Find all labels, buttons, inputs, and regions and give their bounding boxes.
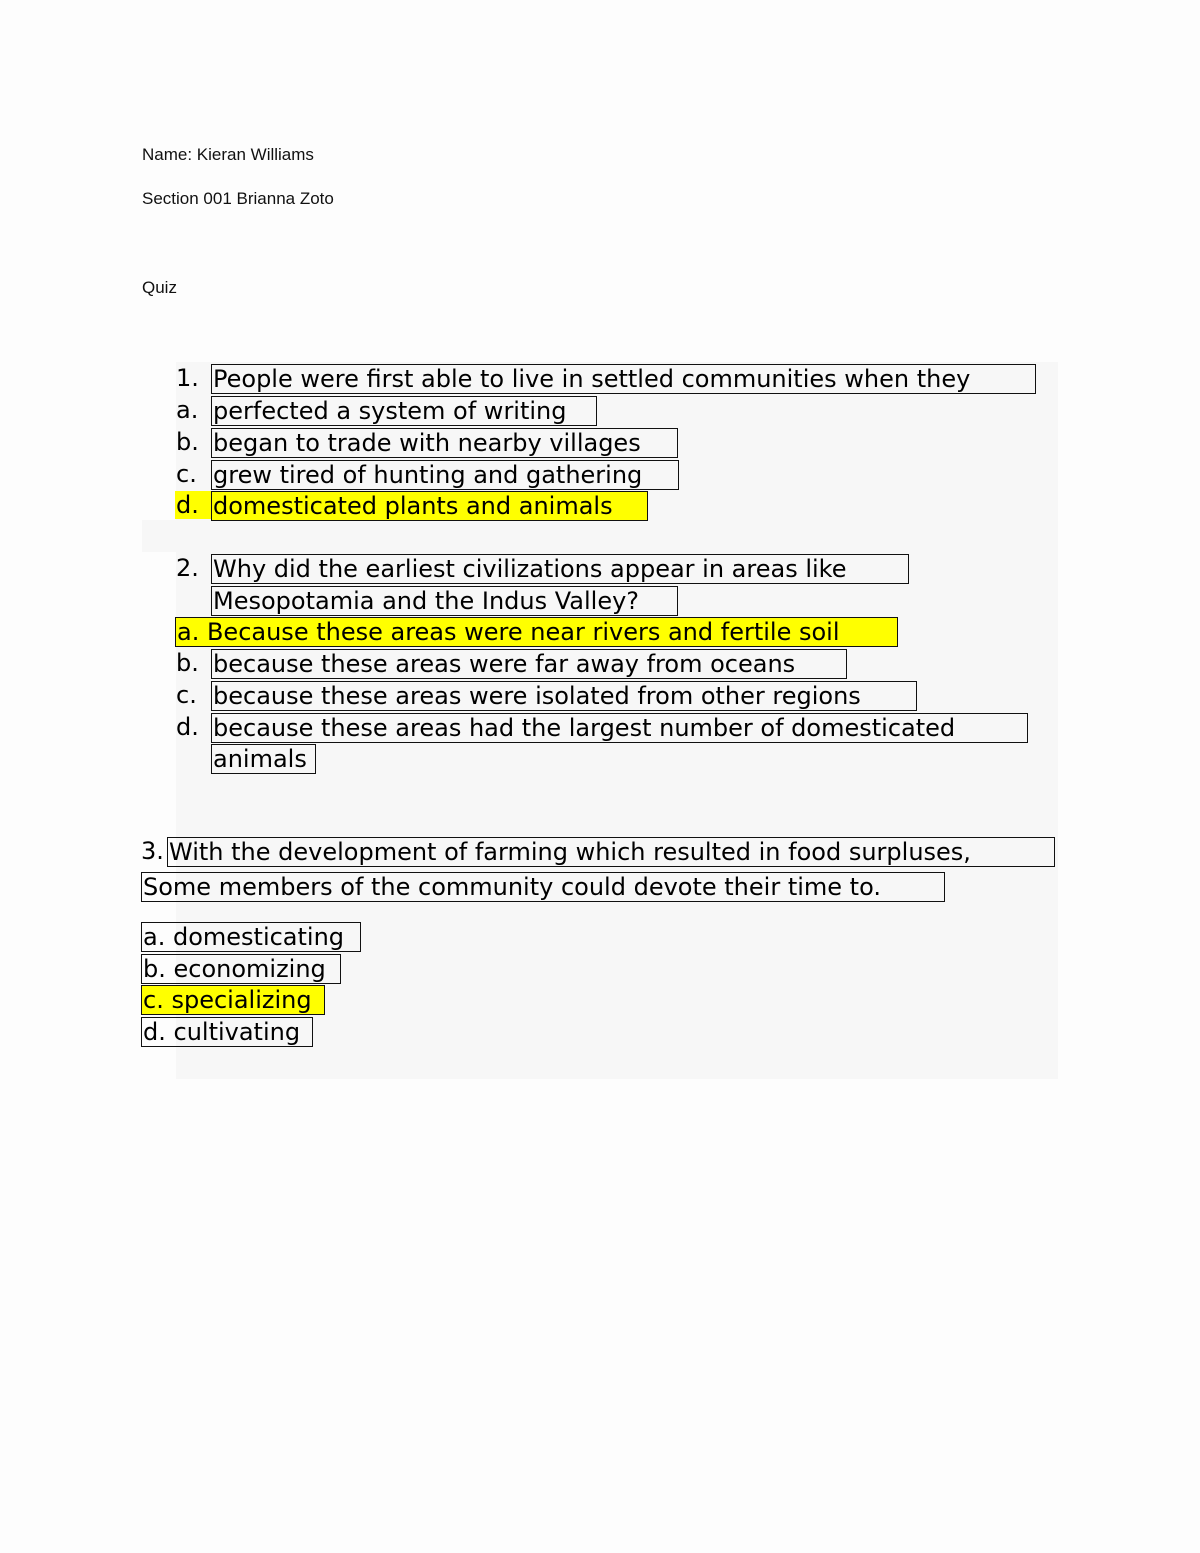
question-text: Some members of the community could devote their time to. <box>141 872 945 902</box>
question-number: 1. <box>176 364 199 392</box>
option-marker: b. <box>176 428 199 456</box>
option-text: domesticated plants and animals <box>211 491 648 521</box>
option-text: grew tired of hunting and gathering <box>211 460 679 490</box>
question-number: 3. <box>141 837 164 865</box>
option-marker: c. <box>176 681 197 709</box>
option-text: c. specializing <box>141 985 325 1015</box>
option-text: perfected a system of writing <box>211 396 597 426</box>
option-text: because these areas were far away from oceans <box>211 649 847 679</box>
quiz-title: Quiz <box>142 278 177 297</box>
option-marker: d. <box>176 491 199 519</box>
question-text: With the development of farming which resulted in food surpluses, <box>167 837 1055 867</box>
option-text: began to trade with nearby villages <box>211 428 678 458</box>
option-text: animals <box>211 744 316 774</box>
question-number: 2. <box>176 554 199 582</box>
option-text: because these areas had the largest number of domesticated <box>211 713 1028 743</box>
option-text: because these areas were isolated from other regions <box>211 681 917 711</box>
option-text: b. economizing <box>141 954 341 984</box>
option-marker: c. <box>176 460 197 488</box>
shaded-region-tab <box>142 520 176 552</box>
question-text: People were first able to live in settled communities when they <box>211 364 1036 394</box>
option-marker: b. <box>176 649 199 677</box>
section-line: Section 001 Brianna Zoto <box>142 189 334 208</box>
option-text: a. Because these areas were near rivers and fertile soil <box>175 617 898 647</box>
option-marker: a. <box>176 396 199 424</box>
option-marker: d. <box>176 713 199 741</box>
question-text: Why did the earliest civilizations appear in areas like <box>211 554 909 584</box>
question-text: Mesopotamia and the Indus Valley? <box>211 586 678 616</box>
option-text: a. domesticating <box>141 922 361 952</box>
option-text: d. cultivating <box>141 1017 313 1047</box>
student-name: Name: Kieran Williams <box>142 145 314 164</box>
